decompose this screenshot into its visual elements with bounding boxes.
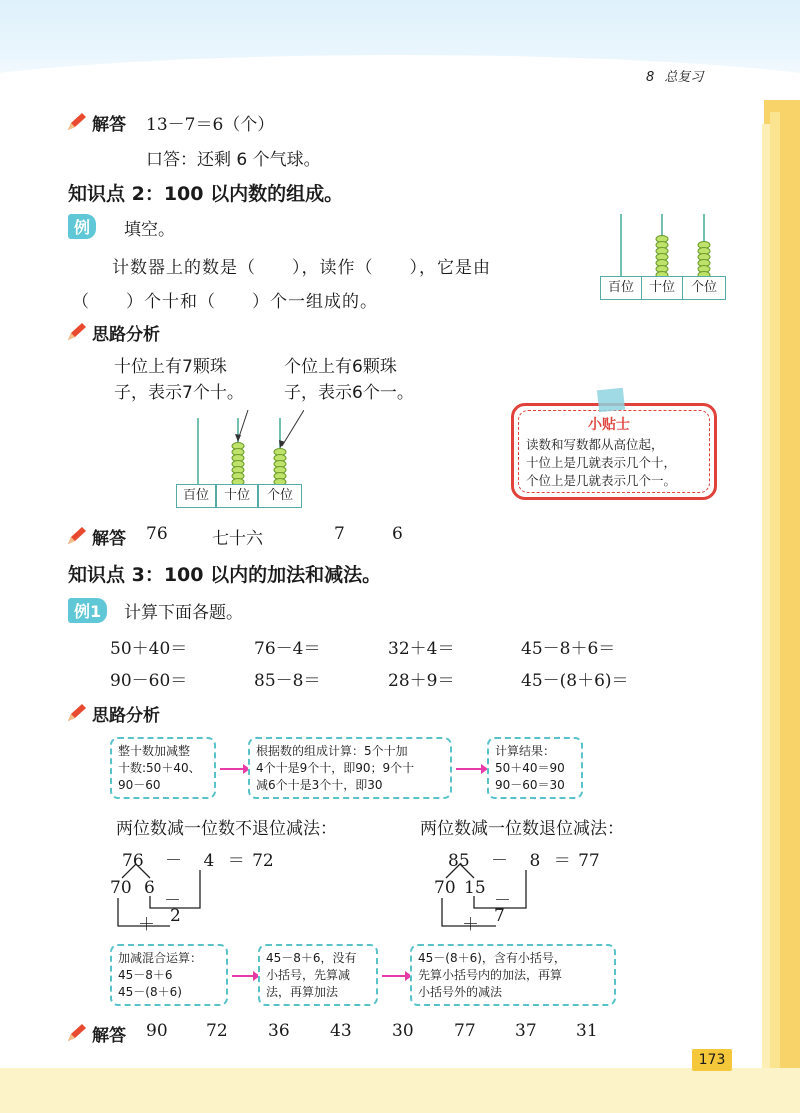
subtrahend: 4 [203,851,215,871]
sub2-split-tens: 70 [434,878,456,898]
operator: － [165,851,183,871]
sub2-title: 两位数减一位数退位减法： [420,819,624,839]
abacus-label-hundreds: 百位 [600,276,642,300]
tip-line: 读数和写数都从高位起， [526,437,664,452]
flow-line: 45－8＋6 [118,968,173,982]
kp3-answer: 72 [206,1021,228,1041]
kp2-title: 知识点 2：100 以内数的组成。 [68,183,344,205]
sub1-split-tens: 70 [110,878,132,898]
equals: ＝ [227,851,245,871]
flow-line: 小括号外的减法 [418,985,503,999]
answer-label: 解答 [92,1026,126,1046]
pencil-icon [66,112,88,132]
kp3-answer: 31 [576,1021,598,1041]
flow2-box1 [110,944,228,1006]
tip-line: 个位上是几就表示几个一。 [526,473,677,488]
flow-line: 十数:50＋40、 [118,761,201,775]
sub1-small: 2 [170,906,181,926]
kp3-answer: 36 [268,1021,290,1041]
kp2-answer-3: 7 [334,524,345,544]
abacus-label-ones-2: 个位 [258,484,302,508]
arrow-icon [232,975,254,977]
flow1-box3 [487,737,583,799]
arrow-icon [456,768,482,770]
chapter-header [646,66,703,85]
arrow-icon [382,975,406,977]
page-number: 173 [692,1049,732,1071]
kp2-answer-1: 76 [146,524,168,544]
flow2-box2 [258,944,378,1006]
kp3-answer: 37 [515,1021,537,1041]
abacus-diagram [600,210,726,278]
pencil-icon [66,1023,88,1043]
abacus-label-tens: 十位 [641,276,683,300]
flow2-box3 [410,944,616,1006]
tip-line: 十位上是几就表示几个十， [526,455,677,470]
note-ones-line2: 子，表示6个一。 [284,383,414,403]
minuend: 76 [122,851,144,871]
flow-line: 计算结果： [495,744,556,758]
problem: 50＋40＝ [110,639,188,659]
problem: 76－4＝ [254,639,321,659]
flow1-box1 [110,737,216,799]
problem: 32＋4＝ [388,639,455,659]
problem: 45－(8＋6)＝ [521,671,629,691]
sub1-split-ones: 6 [144,878,155,898]
sub2-small: 7 [494,906,505,926]
flow-line: 45－8＋6，没有 [266,951,357,965]
kp3-answer: 77 [454,1021,476,1041]
kp3-answer: 43 [330,1021,352,1041]
flow-line: 整十数加减整 [118,744,191,758]
tip-title: 小贴士 [588,417,630,433]
kp3-answer: 30 [392,1021,414,1041]
answer-label: 解答 [92,115,126,135]
tip-text [526,436,676,490]
flow-line: 加减混合运算： [118,951,203,965]
kp2-answer-4: 6 [392,524,403,544]
kp2-question-line2: （ ）个十和（ ）个一组成的。 [72,292,378,312]
thinking-label: 思路分析 [92,706,160,726]
note-tens-line2: 子，表示7个十。 [114,383,244,403]
answer-expression: 13－7＝6（个） [146,115,275,135]
kp2-answer-2: 七十六 [212,529,263,549]
sub2-minus: － [494,891,511,911]
flow-line: 法，再算加法 [266,985,339,999]
kp3-answer: 90 [146,1021,168,1041]
problem: 85－8＝ [254,671,321,691]
flow-line: 减6个十是3个十，即30 [256,778,383,792]
result: 77 [578,851,600,871]
flow-line: 50＋40＝90 [495,761,565,775]
thinking-label: 思路分析 [92,325,160,345]
sub2-split-ones: 15 [464,878,486,898]
flow-line: 根据数的组成计算：5个十加 [256,744,408,758]
chapter-title: 总复习 [664,70,704,85]
note-ones-line1: 个位上有6颗珠 [284,357,397,377]
kp3-title: 知识点 3：100 以内的加法和减法。 [68,564,382,586]
page-edge-inner [762,124,770,1113]
subtrahend: 8 [529,851,541,871]
abacus-label-hundreds-2: 百位 [176,484,216,508]
answer-label: 解答 [92,529,126,549]
problem: 90－60＝ [110,671,188,691]
arrow-icon [220,768,244,770]
kp3-task: 计算下面各题。 [124,603,243,623]
tape-decoration [597,388,625,413]
minuend: 85 [448,851,470,871]
example-tag: 例 [68,214,96,239]
kp2-task: 填空。 [124,220,175,240]
abacus-diagram-explained [174,410,304,486]
flow-line: 90－60＝30 [495,778,565,792]
page-edge-mid [770,112,780,1113]
flow1-box2 [248,737,452,799]
equals: ＝ [553,851,571,871]
sub1-plus: ＋ [138,915,155,935]
sub1-minus: － [164,891,181,911]
sub2-plus: ＋ [462,915,479,935]
bottom-band [0,1068,800,1113]
abacus-label-ones: 个位 [682,276,726,300]
flow-line: 90－60 [118,778,161,792]
problem: 45－8＋6＝ [521,639,616,659]
note-tens-line1: 十位上有7颗珠 [114,357,227,377]
flow-line: 先算小括号内的加法，再算 [418,968,563,982]
example1-tag: 例1 [68,598,107,623]
chapter-number: 8 [646,70,655,85]
pencil-icon [66,322,88,342]
pencil-icon [66,526,88,546]
flow-line: 4个十是9个十，即90；9个十 [256,761,415,775]
pencil-icon [66,703,88,723]
result: 72 [252,851,274,871]
answer-oral: 口答：还剩 6 个气球。 [146,150,321,170]
kp2-question-line1: 计数器上的数是（ ），读作（ ），它是由 [112,258,491,278]
problem: 28＋9＝ [388,671,455,691]
abacus-label-tens-2: 十位 [216,484,258,508]
flow-line: 45－(8＋6) [118,985,182,999]
operator: － [491,851,509,871]
flow-line: 45－(8＋6)，含有小括号， [418,951,566,965]
flow-line: 小括号，先算减 [266,968,351,982]
sub1-title: 两位数减一位数不退位减法： [116,819,337,839]
